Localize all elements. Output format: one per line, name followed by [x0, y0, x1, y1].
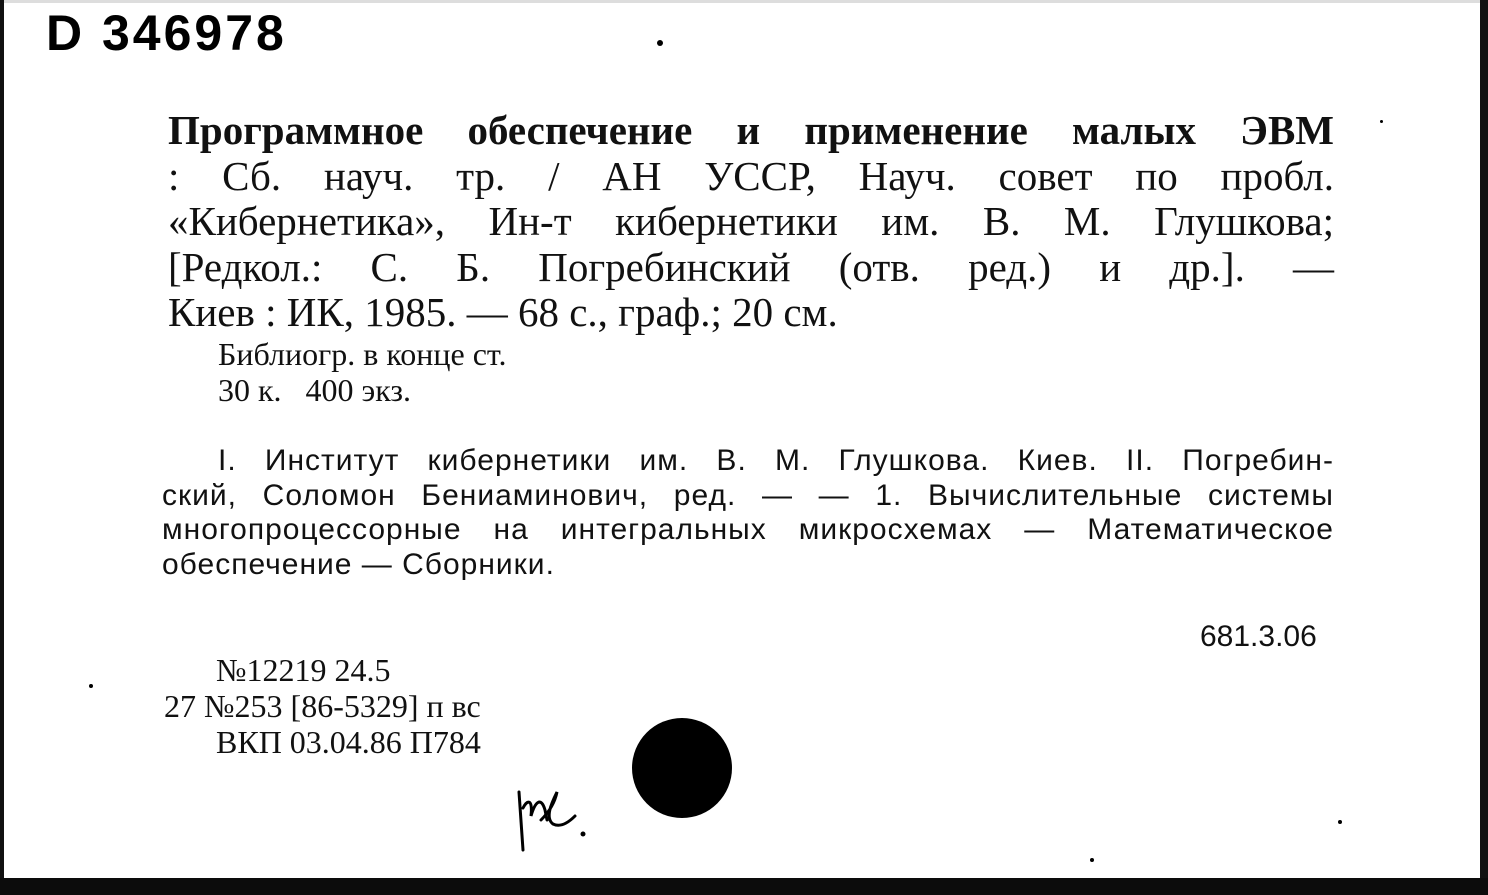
- main-line-2: «Кибернетика», Ин-т кибернетики им. В. М. Глушкова;: [168, 198, 1334, 244]
- main-line-4: Киев : ИК, 1985. — 68 с., граф.; 20 см.: [168, 289, 838, 335]
- speck-4: [1090, 858, 1094, 862]
- bibliography-note: Библиогр. в конце ст.: [218, 336, 507, 372]
- call-number: D 346978: [46, 5, 287, 61]
- tracing-line-4: обеспечение — Сборники.: [162, 547, 555, 581]
- tracing-line-3: многопроцессорные на интегральных микросхемах — Математическое: [162, 513, 1334, 546]
- service-block: [164, 652, 481, 760]
- main-line-3: [Редкол.: С. Б. Погребинский (отв. ред.) и др.]. —: [168, 243, 1334, 290]
- service-line-2: 27 №253 [86-5329] п вс: [164, 688, 481, 724]
- main-entry: [168, 108, 1334, 336]
- punch-hole: [632, 718, 732, 818]
- speck-1: [657, 40, 663, 46]
- main-line-1: : Сб. науч. тр. / АН УССР, Науч. совет по пробл.: [168, 152, 1334, 199]
- handwritten-mark: [505, 780, 605, 855]
- tracing-line-2: ский, Соломон Бениаминович, ред. — — 1. Вычислительные системы: [162, 478, 1334, 512]
- speck-5: [1380, 120, 1383, 123]
- speck-2: [89, 684, 93, 688]
- tracings: [162, 444, 1334, 582]
- card-right-edge: [1480, 0, 1488, 880]
- speck-3: [1338, 820, 1342, 824]
- udc-code: 681.3.06: [1200, 620, 1317, 653]
- card-bottom-edge: [0, 878, 1488, 895]
- service-line-1: №12219 24.5: [216, 652, 391, 688]
- card-left-edge: [0, 0, 4, 880]
- title: Программное обеспечение и применение малых ЭВМ: [168, 107, 1334, 153]
- service-line-3: ВКП 03.04.86 П784: [216, 724, 481, 760]
- price-run-note: 30 к. 400 экз.: [218, 372, 412, 408]
- tracing-line-1: I. Институт кибернетики им. В. М. Глушкова. Киев. II. Погребин-: [218, 444, 1334, 477]
- card-top-edge: [0, 0, 1488, 3]
- notes: [218, 336, 506, 408]
